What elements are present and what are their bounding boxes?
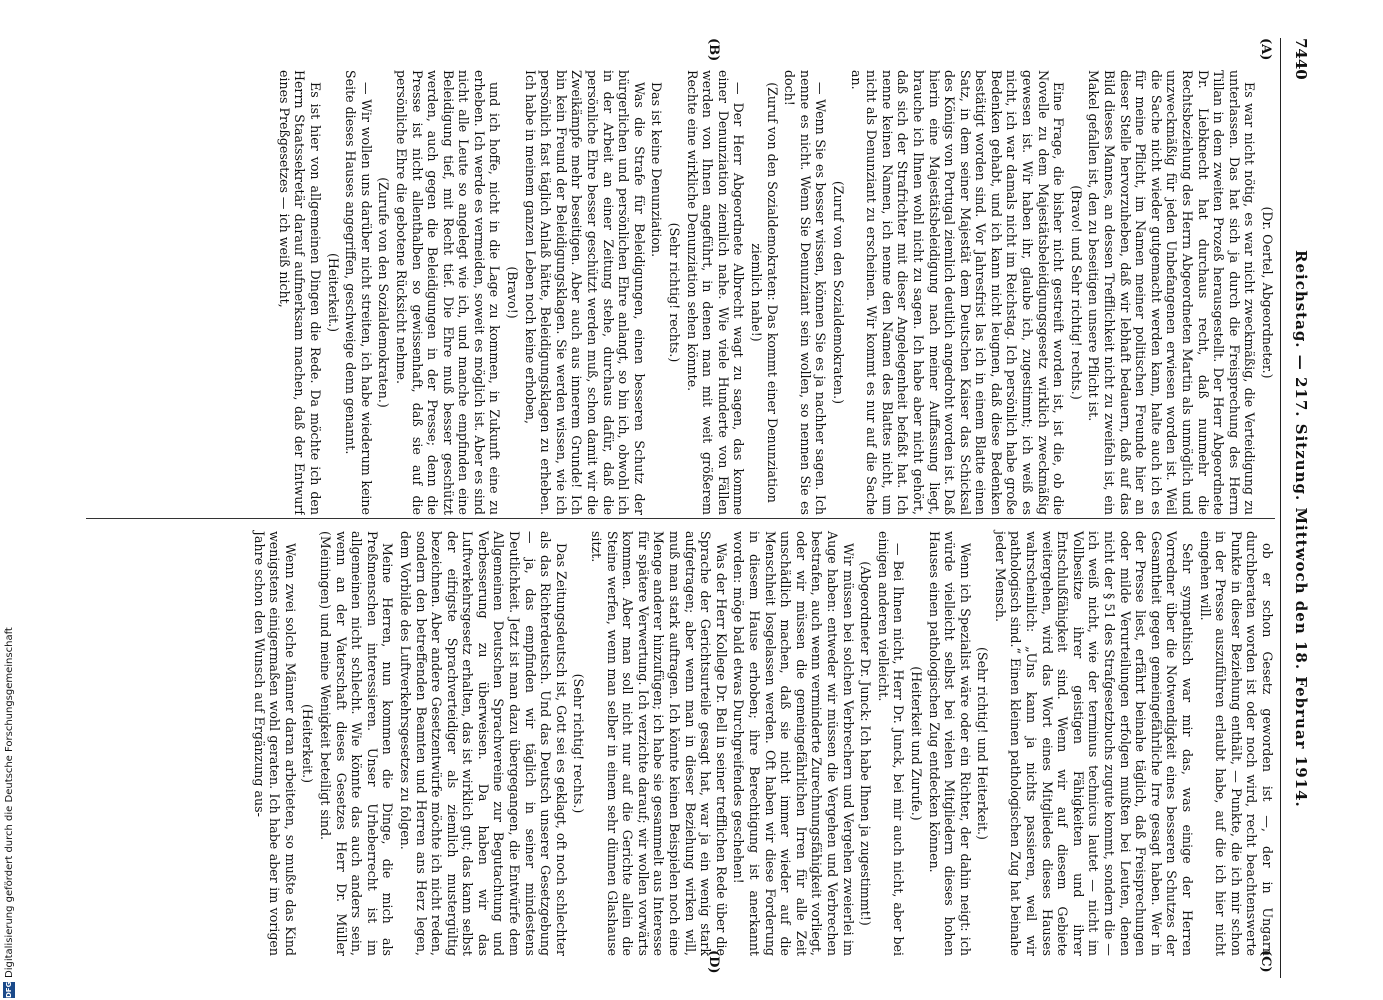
paragraph: Sehr sympathisch war mir das, was einige der Herren Vorredner über die Notwendigkeit eines besseren Schutzes der Gesamtheit gegen gemeingefährliche Irre gesagt haben. Wer in der Presse liest, erfährt beinahe täglich, daß Freisprechungen oder milde Verurteilungen erfolgen mußten bei Leuten, denen nicht der § 51 des Strafgesetzbuchs zugute kommt, sondern die — ich weiß nicht, wie der terminus technicus lautet — nicht im Vollbesitze ihrer geistigen Fähigkeiten und ihrer Entschlußfähigkeit sind. Wenn wir auf diesem Gebiete weitergehen, wird das Wort eines Mitgliedes dieses Hauses wahrscheinlich: „Uns kann ja nichts passieren, weil wir pathologisch sind.“ Einen kleinen pathologischen Zug hat beinahe jeder Mensch. [992, 531, 1196, 956]
digitization-credit [1, 608, 17, 998]
paragraph: Eine Frage, die bisher nicht gestreift worden ist, ist die, ob die Novelle zu dem Majestätsbeleidigungsgesetz wirklich zweckmäßig gewesen ist. Wir haben ihr, glaube ich, zugestimmt; ich weiß es nicht, ich war damals nicht im Reichstag. Ich persönlich habe große Bedenken gehabt, und ich kann nicht leugnen, daß diese Bedenken bestätigt worden sind. Vor Jahresfrist las ich in einem Blatte einen Satz, in dem seiner Majestät dem Deutschen Kaiser das Schicksal des Königs von Portugal ziemlich deutlich angedroht worden ist. Daß hierin eine Majestätsbeleidigung nach meiner Auffassung liegt, brauche ich Ihnen wohl nicht zu sagen. Ich habe aber nicht gehört, daß sich der Strafrichter mit dieser Angelegenheit befaßt hat. Ich nenne keinen Namen, ich nenne den Namen des Blattes nicht, um nicht als Denunziant zu erscheinen. Wir kommt es nur auf die Sache an. [848, 70, 1067, 515]
paragraph: Das ist keine Denunziation. [649, 82, 665, 258]
dfg-logo-icon: DFG [5, 981, 13, 998]
paragraph: Meine Herren, nun kommen die Dinge, die mich als Preßmenschen interessieren. Unser Urheberrecht ist im allgemeinen nicht schlecht. Wie könnte das auch anders sein, wenn an der Vaterschaft dieses Gesetzes Herr Dr. Müller (Meiningen) und meine Wenigkeit beteiligt sind. [317, 531, 396, 956]
paragraph: Es ist hier von allgemeinen Dingen die Rede. Da möchte ich den Herrn Staatssekretär darauf aufmerksam machen, daß der Entwurf eines Preßgesetzes — ich weiß nicht, [276, 70, 323, 515]
paragraph: — Wenn Sie es besser wissen, können Sie es ja nachher sagen. Ich nenne es nicht. Wenn Sie Denunziant sein wollen, so nennen Sie es doch! [782, 70, 829, 515]
credit-text: Digitalisierung gefördert durch die Deutsche Forschungsgemeinschaft [3, 627, 15, 978]
session-title: Reichstag. — 217. Sitzung. Mittwoch den 18. Februar 1914. [1292, 249, 1310, 808]
paragraph: Wenn zwei solche Männer daran arbeiteten, so mußte das Kind wenigstens einigermaßen wohl geraten. Ich habe aber im vorigen Jahre schon den Wunsch auf Ergänzung aus- [251, 531, 298, 956]
interjection: (Heiterkeit.) [325, 253, 341, 332]
interjection: (Zurufe von den Sozialdemokraten.) [376, 177, 392, 408]
paragraph: Es war nicht nötig, es war nicht zweckmäßig, die Verteidigung zu unterlassen. Das hat sich ja durch die Freisprechung des Herrn Tillan in dem zweiten Prozeß herausgestellt. Der Herr Abgeordnete Dr. Liebknecht hat durchaus recht, daß nunmehr die Rechtsbeziehung des Herrn Abgeordneten Martin als unmöglich und unzweckmäßig für jeden Unbefangenen erwiesen worden ist. Weil die Sache nicht wieder gutgemacht werden kann, halte auch ich es für meine Pflicht, im Namen meiner politischen Freunde hier an dieser Stelle hervorzuheben, daß wir lebhaft bedauern, daß auf das Bild dieses Mannes, an dessen Trefflichkeit nicht zu zweifeln ist, ein Makel gefallen ist, den zu beseitigen unsere Pflicht ist. [1086, 70, 1258, 515]
page-header [1280, 38, 1321, 978]
margin-letter-a: (A) [1258, 38, 1273, 61]
paragraph: — Der Herr Abgeordnete Albrecht wagt zu sagen, das komme einer Denunziation ziemlich nahe. Wie viele Hunderte von Fällen werden von Ihnen angeführt, in denen man mit weit größerem Rechte eine wirkliche Denunziation sehen könnte. [684, 70, 747, 515]
page-number: 7440 [1292, 38, 1310, 80]
interjection: (Bravo! und Sehr richtig! rechts.) [1068, 185, 1084, 400]
interjection: (Bravo!) [505, 266, 521, 319]
right-text-column [86, 518, 1275, 956]
paragraph: Wenn ich Spezialist wäre oder ein Richter, der dahin neigt: ich würde vielleicht selbst bei vielen Mitgliedern dieses hohen Hauses einen pathologischen Zug entdecken können. [926, 531, 973, 956]
paragraph: — Wir wollen uns darüber nicht streiten, ich habe wiederum keine Seite dieses Hauses angegriffen, geschweige denn genannt. [343, 70, 374, 515]
margin-letter-b: (B) [706, 38, 721, 62]
interjection: (Zuruf von den Sozialdemokraten: Das kommt einer Denunziation ziemlich nahe!) [749, 82, 780, 503]
interjection: (Dr. Oertel, Abgeordneter.) [1260, 206, 1275, 379]
paragraph: Wir müssen bei solchen Verbrechern und Vergehen zweierlei im Auge haben: entweder wir müssen die Vergehen und Verbrechen bestrafen, auch wenn verminderte Zurechnungsfähigkeit vorliegt, oder wir müssen die gemeingefährlichen Irren für alle Zeit unschädlich machen, daß sie nicht immer wieder auf die Menschheit losgelassen werden. Oft haben wir diese Forderung in diesem Hause erhoben; ihre Berechtigung ist anerkannt worden: möge bald etwas Durchgreifendes geschehen! [731, 531, 856, 956]
left-text-column [86, 70, 1275, 515]
margin-letter-d: (D) [706, 950, 721, 974]
interjection: (Zuruf von den Sozialdemokraten.) [830, 180, 846, 405]
paragraph: ob er schon Gesetz geworden ist —, der in Ungarn durchberaten worden ist oder noch wird, recht beachtenswerte Punkte in dieser Beziehung enthält, — Punkte, die ich mir schon in der Presse auszuführen erlaubt habe, auf die ich hier nicht eingehen will. [1197, 531, 1275, 956]
margin-letter-c: (C) [1258, 950, 1273, 973]
rotated-newspaper-page [76, 38, 1321, 978]
paragraph: Was der Herr Kollege Dr. Bell in seiner trefflichen Rede über die Sprache der Gerichtsurteile gesagt hat, war ja ein wenig stark aufgetragen; aber wenn man in dieser Beziehung wirken will, muß man stark auftragen. Ich könnte keinen Beispielen noch eine Menge anderer hinzufügen; ich habe sie gesammelt aus Interesse für spätere Verwertung. Ich verzichte darauf; wir wollen vorwärts kommen. Aber man soll nicht nur auf die Gerichte allein die Steine werfen, wenn man selber in einem sehr dünnen Glashause sitzt. [589, 531, 729, 956]
paragraph: — Bei Ihnen nicht, Herr Dr. Junck, bei mir auch nicht, aber bei einigen anderen vielleicht. [875, 531, 907, 956]
paragraph: Was die Strafe für Beleidigungen, einen besseren Schutz der bürgerlichen und persönlichen Ehre anlangt, so bin ich, obwohl ich in der Arbeit an einer Zeitung stehe, durchaus dafür, daß die persönliche Ehre besser geschützt werden muß, schon damit wir die Zweikämpfe mehr beseitigen. Aber auch aus innerem Grunde! Ich bin kein Freund der Beleidigungsklagen. Sie werden wissen, wie ich persönlich fast täglich Anlaß hätte, Beleidigungsklagen zu erheben. Ich habe in meinem ganzen Leben noch keine erhoben, [522, 70, 647, 515]
interjection: (Abgeordneter Dr. Junck: Ich habe Ihnen ja zugestimmt!) [858, 561, 874, 926]
interjection: (Sehr richtig! und Heiterkeit.) [975, 647, 991, 840]
interjection: (Heiterkeit.) [300, 704, 316, 783]
paragraph: Das Zeitungsdeutsch ist, Gott sei es geklagt, oft noch schlechter als das Richterdeutsch. Und das Deutsch unserer Gesetzgebung — ja, das empfinden wir täglich in seiner mindestens Deutlichkeit. Jetzt ist man dazu übergegangen, die Entwürfe dem Allgemeinen Deutschen Sprachvereine zur Begutachtung und Verbesserung zu überweisen. Da haben wir das Luftverkehrsgesetz erhalten, das ist wirklich gut; das kann selbst der eifrigste Sprachverteidiger als ziemlich mustergültig bezeichnen. Aber andere Gesetzentwürfe möchte ich nicht reden, sondern den betreffenden Beamten und Herren ans Herz legen, dem Vorbilde des Luftverkehrsgesetzes zu folgen. [397, 531, 569, 956]
interjection: (Heiterkeit und Zurufe.) [908, 666, 924, 821]
interjection: (Sehr richtig! rechts.) [571, 673, 587, 814]
paragraph: und ich hoffe, nicht in die Lage zu kommen, in Zukunft eine zu erheben. Ich werde es vermeiden, soweit es möglich ist. Aber es sind nicht alle Leute so angelegt wie ich, und manche empfinden eine Beleidigung tief, mit Recht tief. Die Ehre muß besser geschützt werden, auch gegen die Beleidigungen in der Presse; denn die Presse ist nicht allenthalben so gewissenhaft, daß sie auf die persönliche Ehre die gebotene Rücksicht nehme. [393, 70, 503, 515]
interjection: (Sehr richtig! rechts.) [667, 222, 683, 363]
